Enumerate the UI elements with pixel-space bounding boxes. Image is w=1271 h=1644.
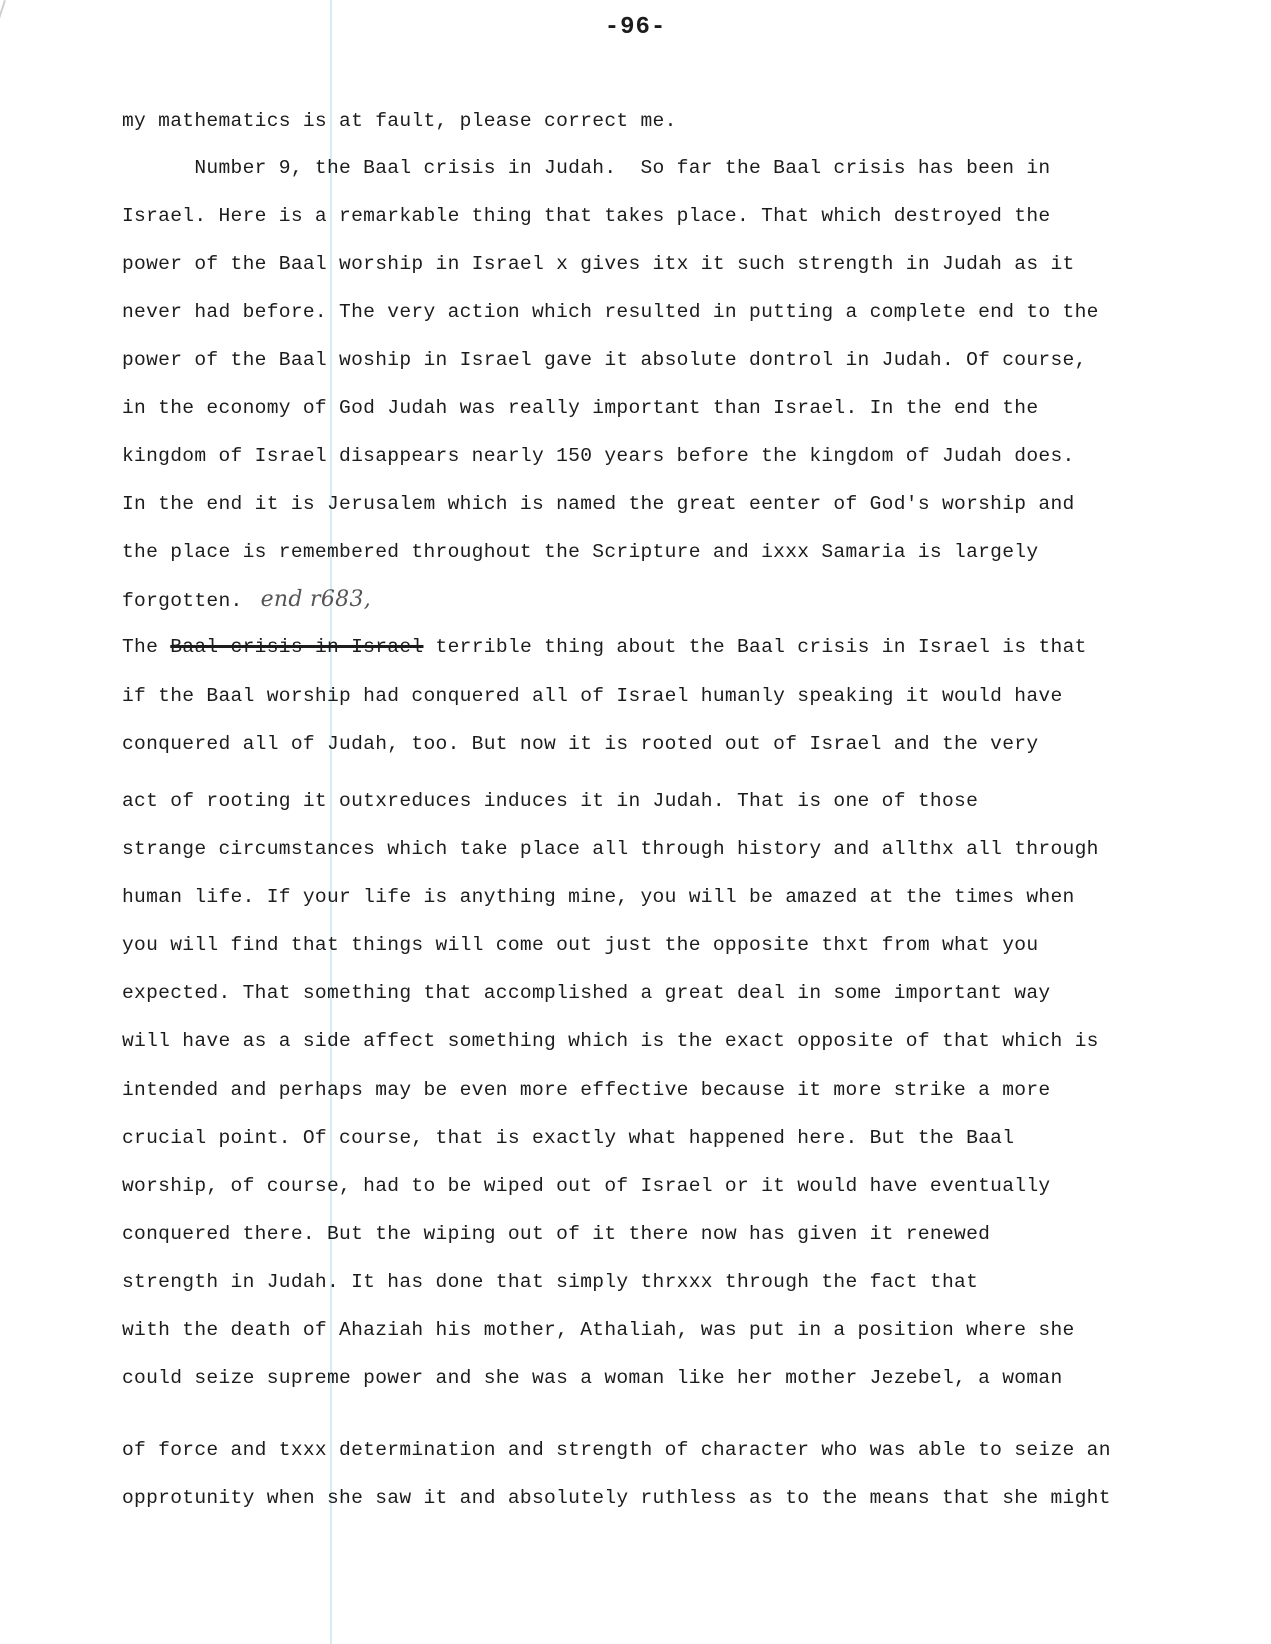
text-line-15: act of rooting it outxreduces induces it in Judah. That is one of those	[122, 790, 979, 812]
text-line-21: intended and perhaps may be even more effective because it more strike a more	[122, 1079, 1051, 1101]
text-line-11-text: forgotten.	[122, 590, 243, 612]
text-line-16: strange circumstances which take place all through history and allthx all through	[122, 838, 1099, 860]
paper-fold-line	[330, 0, 332, 1644]
text-line-19: expected. That something that accomplished a great deal in some important way	[122, 982, 1051, 1004]
text-line-6: power of the Baal woship in Israel gave it absolute dontrol in Judah. Of course,	[122, 349, 1087, 371]
text-line-11	[122, 587, 1132, 612]
text-line-4: power of the Baal worship in Israel x gives itx it such strength in Judah as it	[122, 253, 1075, 275]
text-line-9: In the end it is Jerusalem which is named the great eenter of God's worship and	[122, 493, 1075, 515]
text-line-2: Number 9, the Baal crisis in Judah. So far the Baal crisis has been in	[122, 157, 1051, 179]
text-line-25: strength in Judah. It has done that simply thrxxx through the fact that	[122, 1271, 979, 1293]
handwritten-annotation: end r683,	[260, 587, 372, 612]
text-line-29: opprotunity when she saw it and absolutely ruthless as to the means that she might	[122, 1487, 1111, 1509]
text-line-1: my mathematics is at fault, please correct me.	[122, 110, 677, 132]
text-line-20: will have as a side affect something which is the exact opposite of that which is	[122, 1030, 1099, 1052]
text-line-8: kingdom of Israel disappears nearly 150 years before the kingdom of Judah does.	[122, 445, 1075, 467]
text-line-13: if the Baal worship had conquered all of Israel humanly speaking it would have	[122, 685, 1063, 707]
text-line-14: conquered all of Judah, too. But now it is rooted out of Israel and the very	[122, 733, 1039, 755]
text-line-27: could seize supreme power and she was a woman like her mother Jezebel, a woman	[122, 1367, 1063, 1389]
page-number: -96-	[604, 14, 667, 41]
text-line-24: conquered there. But the wiping out of it there now has given it renewed	[122, 1223, 991, 1245]
text-line-18: you will find that things will come out just the opposite thxt from what you	[122, 934, 1039, 956]
text-line-26: with the death of Ahaziah his mother, Athaliah, was put in a position where she	[122, 1319, 1075, 1341]
text-line-3: Israel. Here is a remarkable thing that takes place. That which destroyed the	[122, 205, 1051, 227]
text-line-12	[122, 636, 1132, 658]
text-line-17: human life. If your life is anything mine, you will be amazed at the times when	[122, 886, 1075, 908]
text-line-22: crucial point. Of course, that is exactly what happened here. But the Baal	[122, 1127, 1015, 1149]
text-line-23: worship, of course, had to be wiped out of Israel or it would have eventually	[122, 1175, 1051, 1197]
struck-text: Baal crisis in Israel	[170, 636, 424, 658]
text-line-28: of force and txxx determination and strength of character who was able to seize an	[122, 1439, 1111, 1461]
text-line-12-rest: terrible thing about the Baal crisis in Israel is that	[435, 636, 1087, 658]
text-line-5: never had before. The very action which resulted in putting a complete end to the	[122, 301, 1099, 323]
text-line-10: the place is remembered throughout the Scripture and ixxx Samaria is largely	[122, 541, 1039, 563]
text-line-12-prefix: The	[122, 636, 159, 658]
text-line-7: in the economy of God Judah was really important than Israel. In the end the	[122, 397, 1039, 419]
